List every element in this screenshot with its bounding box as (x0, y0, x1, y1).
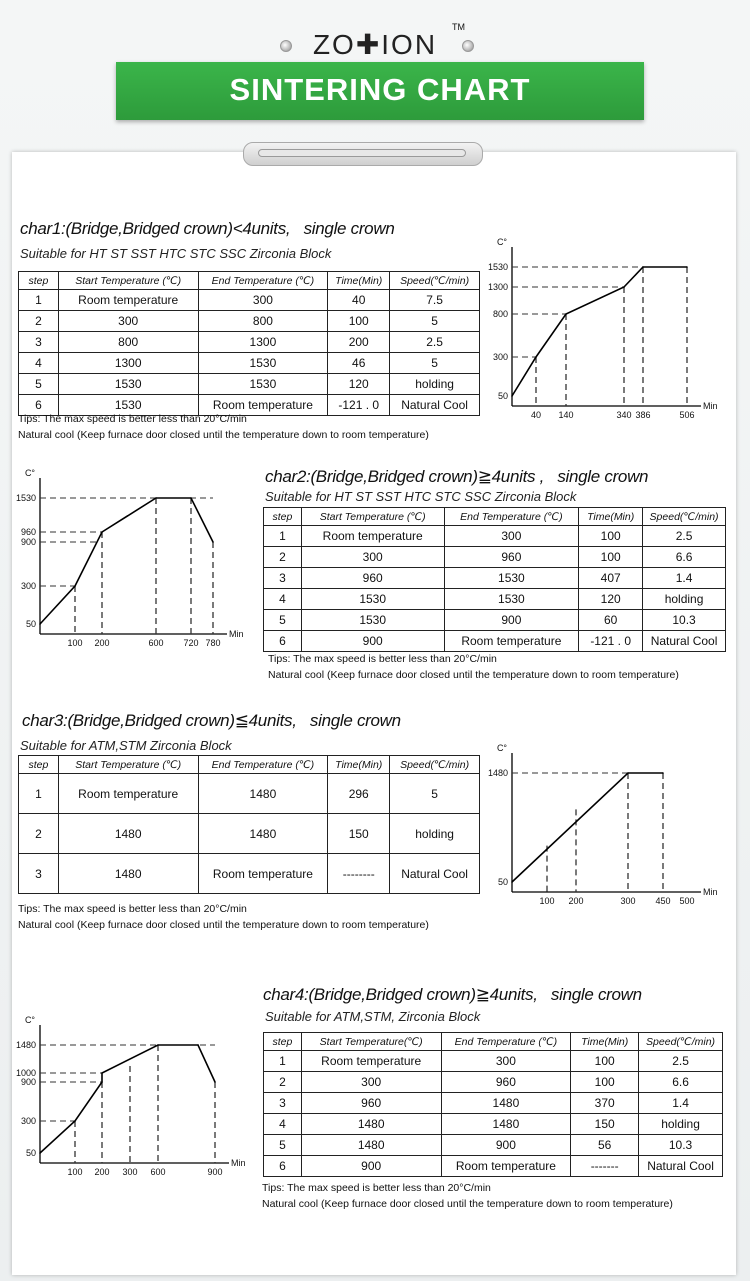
column-header: Time(Min) (571, 1033, 639, 1051)
y-axis-label: C° (24, 468, 36, 478)
column-header: step (19, 756, 59, 774)
table-row (264, 526, 726, 547)
table-row (264, 631, 726, 652)
table-cell: 100 (328, 311, 390, 332)
x-tick-label: 506 (679, 410, 695, 420)
data-point (74, 1120, 76, 1122)
table-cell: 5 (264, 610, 302, 631)
table-cell: 960 (441, 1072, 571, 1093)
table-cell: 800 (58, 332, 198, 353)
table-cell: 56 (571, 1135, 639, 1156)
table-cell: 100 (571, 1051, 639, 1072)
table-row (19, 290, 480, 311)
table-cell: Room temperature (301, 1051, 441, 1072)
data-point (565, 313, 567, 315)
table-cell: 150 (328, 814, 390, 854)
chart2-title: char2:(Bridge,Bridged crown)≧4units , single crown (265, 467, 649, 486)
y-tick-label: 900 (20, 1077, 36, 1087)
page-title: SINTERING CHART (229, 72, 531, 107)
table-cell: 3 (19, 332, 59, 353)
table-cell: Natural Cool (390, 854, 480, 894)
table-cell: 1530 (301, 589, 444, 610)
x-axis-label: Min (229, 629, 244, 639)
x-axis-label: Min (703, 887, 718, 897)
table-cell: 960 (444, 547, 579, 568)
column-header: End Temperature (℃) (198, 756, 328, 774)
chart4-subtitle: Suitable for ATM,STM, Zirconia Block (265, 1009, 481, 1024)
table-cell: 1.4 (639, 1093, 723, 1114)
table-cell: 6.6 (643, 547, 726, 568)
table-cell: 1480 (198, 774, 328, 814)
x-tick-label: 200 (94, 1167, 110, 1177)
table-cell: Natural Cool (390, 395, 480, 416)
y-axis-label: C° (496, 237, 508, 247)
table-cell: 300 (198, 290, 328, 311)
table-row (264, 589, 726, 610)
table-cell: 407 (579, 568, 643, 589)
table-cell: 2.5 (390, 332, 480, 353)
table-cell: Natural Cool (643, 631, 726, 652)
data-point (511, 395, 513, 397)
column-header: End Temperature (℃) (444, 508, 579, 526)
table-cell: 100 (579, 547, 643, 568)
table-cell: 120 (579, 589, 643, 610)
table-cell: 2 (264, 547, 302, 568)
table-cell: 900 (301, 631, 444, 652)
chart4-tips (262, 1180, 673, 1212)
chart1-subtitle: Suitable for HT ST SST HTC STC SSC Zirconia Block (20, 246, 332, 261)
y-tick-label: 1300 (487, 282, 508, 292)
data-point (535, 356, 537, 358)
table-cell: -121 . 0 (579, 631, 643, 652)
x-tick-label: 780 (205, 638, 221, 648)
table-cell: 150 (571, 1114, 639, 1135)
table-cell: 6.6 (639, 1072, 723, 1093)
data-point (101, 531, 103, 533)
table-cell: 5 (390, 311, 480, 332)
table-cell: 1530 (58, 374, 198, 395)
y-tick-label: 800 (492, 309, 508, 319)
column-header: Speed(℃/min) (390, 756, 480, 774)
column-header: End Temperature (℃) (441, 1033, 571, 1051)
y-tick-label: 900 (20, 537, 36, 547)
table-cell: 1300 (198, 332, 328, 353)
y-tick-label: 300 (492, 352, 508, 362)
table-cell: 1530 (444, 568, 579, 589)
table-row (264, 1114, 723, 1135)
table-cell: 300 (58, 311, 198, 332)
table-cell: 900 (301, 1156, 441, 1177)
table-cell: 100 (579, 526, 643, 547)
column-header: step (264, 508, 302, 526)
table-cell: 1530 (198, 374, 328, 395)
data-point (74, 585, 76, 587)
table-cell: 6 (264, 631, 302, 652)
chart2-tip-cool: Natural cool (Keep furnace door closed until the temperature down to room temperature) (268, 669, 679, 681)
table-cell: 10.3 (639, 1135, 723, 1156)
table-cell: 1480 (441, 1114, 571, 1135)
table-row (264, 610, 726, 631)
table-row (264, 1093, 723, 1114)
brand-name: ZO✚ION (312, 29, 438, 60)
table-row (19, 311, 480, 332)
chart4-tip-cool: Natural cool (Keep furnace door closed until the temperature down to room temperature) (262, 1198, 673, 1210)
table-header-row (264, 1033, 723, 1051)
table-cell: 6 (19, 395, 59, 416)
title-banner (116, 62, 644, 120)
table-cell: 5 (264, 1135, 302, 1156)
table-cell: 2.5 (643, 526, 726, 547)
y-tick-label: 960 (20, 527, 36, 537)
chart1-plot (480, 236, 740, 426)
column-header: Time(Min) (328, 756, 390, 774)
table-cell: 10.3 (643, 610, 726, 631)
table-cell: 3 (19, 854, 59, 894)
column-header: Start Temperature (℃) (301, 508, 444, 526)
data-point (39, 1152, 41, 1154)
data-point (214, 1081, 216, 1083)
temperature-curve (512, 267, 687, 396)
bullet-right-icon (462, 40, 474, 52)
table-cell: 300 (301, 1072, 441, 1093)
table-cell: 7.5 (390, 290, 480, 311)
column-header: step (264, 1033, 302, 1051)
table-row (264, 568, 726, 589)
data-point (627, 772, 629, 774)
clipboard-clip (243, 142, 483, 166)
table-cell: holding (390, 814, 480, 854)
table-row (19, 374, 480, 395)
x-tick-label: 600 (148, 638, 164, 648)
bullet-left-icon (280, 40, 292, 52)
column-header: Start Temperature (℃) (58, 756, 198, 774)
x-tick-label: 900 (207, 1167, 223, 1177)
table-cell: 4 (264, 589, 302, 610)
x-tick-label: 500 (679, 896, 695, 906)
data-point (190, 497, 192, 499)
table-header-row (19, 756, 480, 774)
chart4-title: char4:(Bridge,Bridged crown)≧4units, single crown (263, 985, 642, 1004)
table-cell: 2 (264, 1072, 302, 1093)
table-cell: 5 (390, 774, 480, 814)
table-cell: Room temperature (301, 526, 444, 547)
data-point (157, 1044, 159, 1046)
data-point (623, 286, 625, 288)
y-tick-label: 50 (497, 391, 508, 401)
table-cell: 960 (301, 568, 444, 589)
chart1-table (18, 271, 480, 416)
table-cell: 46 (328, 353, 390, 374)
data-point (39, 623, 41, 625)
x-axis-label: Min (703, 401, 718, 411)
chart2-tips (268, 651, 679, 683)
table-cell: Room temperature (198, 854, 328, 894)
table-cell: 300 (441, 1051, 571, 1072)
table-cell: 2 (19, 311, 59, 332)
data-point (101, 1081, 103, 1083)
table-cell: 1480 (301, 1114, 441, 1135)
table-cell: holding (639, 1114, 723, 1135)
y-tick-label: 1000 (15, 1068, 36, 1078)
table-cell: 1480 (301, 1135, 441, 1156)
table-cell: 60 (579, 610, 643, 631)
table-cell: 900 (444, 610, 579, 631)
data-point (212, 541, 214, 543)
table-cell: 200 (328, 332, 390, 353)
brand-logo (0, 22, 750, 62)
table-header-row (264, 508, 726, 526)
table-cell: 1480 (58, 814, 198, 854)
chart2-subtitle: Suitable for HT ST SST HTC STC SSC Zirconia Block (265, 489, 577, 504)
table-cell: 40 (328, 290, 390, 311)
table-cell: 2 (19, 814, 59, 854)
table-cell: 800 (198, 311, 328, 332)
table-row (264, 1072, 723, 1093)
chart1-tip-cool: Natural cool (Keep furnace door closed until the temperature down to room temperature) (18, 429, 429, 441)
table-row (264, 1156, 723, 1177)
column-header: step (19, 272, 59, 290)
chart2-table (263, 507, 726, 652)
chart2-plot (8, 462, 268, 652)
table-cell: Room temperature (58, 774, 198, 814)
table-cell: 1530 (301, 610, 444, 631)
table-cell: 3 (264, 568, 302, 589)
y-tick-label: 1480 (487, 768, 508, 778)
table-cell: 960 (301, 1093, 441, 1114)
column-header: Speed(℃/min) (639, 1033, 723, 1051)
table-cell: 1 (264, 526, 302, 547)
chart4-plot (8, 1010, 268, 1180)
data-point (686, 266, 688, 268)
table-cell: 1 (264, 1051, 302, 1072)
chart3-tips (18, 901, 429, 933)
temperature-curve (512, 773, 663, 882)
column-header: Time(Min) (579, 508, 643, 526)
table-row (264, 1135, 723, 1156)
table-cell: 300 (301, 547, 444, 568)
y-axis-label: C° (496, 743, 508, 753)
table-row (19, 854, 480, 894)
chart3-table (18, 755, 480, 894)
table-cell: 4 (264, 1114, 302, 1135)
table-row (19, 353, 480, 374)
x-tick-label: 200 (568, 896, 584, 906)
table-cell: 6 (264, 1156, 302, 1177)
column-header: Speed(℃/min) (390, 272, 480, 290)
column-header: Start Temperature (℃) (58, 272, 198, 290)
x-tick-label: 600 (150, 1167, 166, 1177)
table-cell: 120 (328, 374, 390, 395)
table-row (19, 774, 480, 814)
table-cell: 1530 (58, 395, 198, 416)
x-tick-label: 200 (94, 638, 110, 648)
x-tick-label: 450 (655, 896, 671, 906)
table-cell: Room temperature (58, 290, 198, 311)
y-tick-label: 1530 (15, 493, 36, 503)
chart4-table (263, 1032, 723, 1177)
data-point (197, 1044, 199, 1046)
table-cell: 900 (441, 1135, 571, 1156)
chart2-tip-speed: Tips: The max speed is better less than 20°C/min (268, 653, 497, 665)
table-cell: 5 (390, 353, 480, 374)
data-point (155, 497, 157, 499)
table-cell: 4 (19, 353, 59, 374)
trademark: TM (452, 22, 465, 32)
data-point (642, 266, 644, 268)
column-header: Speed(℃/min) (643, 508, 726, 526)
x-tick-label: 100 (67, 638, 83, 648)
x-tick-label: 720 (183, 638, 199, 648)
chart4-tip-speed: Tips: The max speed is better less than 20°C/min (262, 1182, 491, 1194)
column-header: Start Temperature(℃) (301, 1033, 441, 1051)
y-tick-label: 300 (20, 581, 36, 591)
table-cell: -------- (328, 854, 390, 894)
table-cell: holding (643, 589, 726, 610)
table-cell: Room temperature (444, 631, 579, 652)
table-cell: Room temperature (441, 1156, 571, 1177)
y-tick-label: 1480 (15, 1040, 36, 1050)
data-point (101, 1072, 103, 1074)
table-cell: 3 (264, 1093, 302, 1114)
table-cell: 1.4 (643, 568, 726, 589)
table-cell: Room temperature (198, 395, 328, 416)
chart1-tips (18, 411, 429, 443)
x-tick-label: 300 (122, 1167, 138, 1177)
table-cell: 296 (328, 774, 390, 814)
table-row (264, 547, 726, 568)
table-row (19, 814, 480, 854)
table-cell: 1480 (58, 854, 198, 894)
chart3-plot (480, 742, 740, 912)
y-tick-label: 50 (25, 619, 36, 629)
y-tick-label: 300 (20, 1116, 36, 1126)
table-cell: Natural Cool (639, 1156, 723, 1177)
table-cell: 1480 (198, 814, 328, 854)
x-axis-label: Min (231, 1158, 246, 1168)
table-cell: 2.5 (639, 1051, 723, 1072)
y-tick-label: 50 (497, 877, 508, 887)
x-tick-label: 140 (558, 410, 574, 420)
temperature-curve (40, 1045, 215, 1153)
chart1-tip-speed: Tips: The max speed is better less than 20°C/min (18, 413, 247, 425)
table-cell: 1480 (441, 1093, 571, 1114)
table-cell: 5 (19, 374, 59, 395)
x-tick-label: 386 (635, 410, 651, 420)
table-cell: 100 (571, 1072, 639, 1093)
x-tick-label: 300 (620, 896, 636, 906)
data-point (511, 881, 513, 883)
table-cell: 1 (19, 774, 59, 814)
table-row (264, 1051, 723, 1072)
table-cell: 370 (571, 1093, 639, 1114)
table-row (19, 332, 480, 353)
y-tick-label: 1530 (487, 262, 508, 272)
column-header: Time(Min) (328, 272, 390, 290)
x-tick-label: 40 (530, 410, 542, 420)
table-cell: ------- (571, 1156, 639, 1177)
chart3-tip-cool: Natural cool (Keep furnace door closed until the temperature down to room temperature) (18, 919, 429, 931)
chart3-tip-speed: Tips: The max speed is better less than 20°C/min (18, 903, 247, 915)
table-cell: 1530 (198, 353, 328, 374)
table-header-row (19, 272, 480, 290)
table-cell: 1 (19, 290, 59, 311)
table-cell: 300 (444, 526, 579, 547)
column-header: End Temperature (℃) (198, 272, 328, 290)
table-cell: 1300 (58, 353, 198, 374)
data-point (662, 772, 664, 774)
y-tick-label: 50 (25, 1148, 36, 1158)
table-cell: holding (390, 374, 480, 395)
chart1-title: char1:(Bridge,Bridged crown)<4units, single crown (20, 219, 395, 238)
temperature-curve (40, 498, 213, 624)
table-cell: -121 . 0 (328, 395, 390, 416)
y-axis-label: C° (24, 1015, 36, 1025)
table-cell: 1530 (444, 589, 579, 610)
x-tick-label: 340 (616, 410, 632, 420)
chart3-title: char3:(Bridge,Bridged crown)≦4units, single crown (22, 711, 401, 730)
x-tick-label: 100 (67, 1167, 83, 1177)
chart3-subtitle: Suitable for ATM,STM Zirconia Block (20, 738, 232, 753)
x-tick-label: 100 (539, 896, 555, 906)
